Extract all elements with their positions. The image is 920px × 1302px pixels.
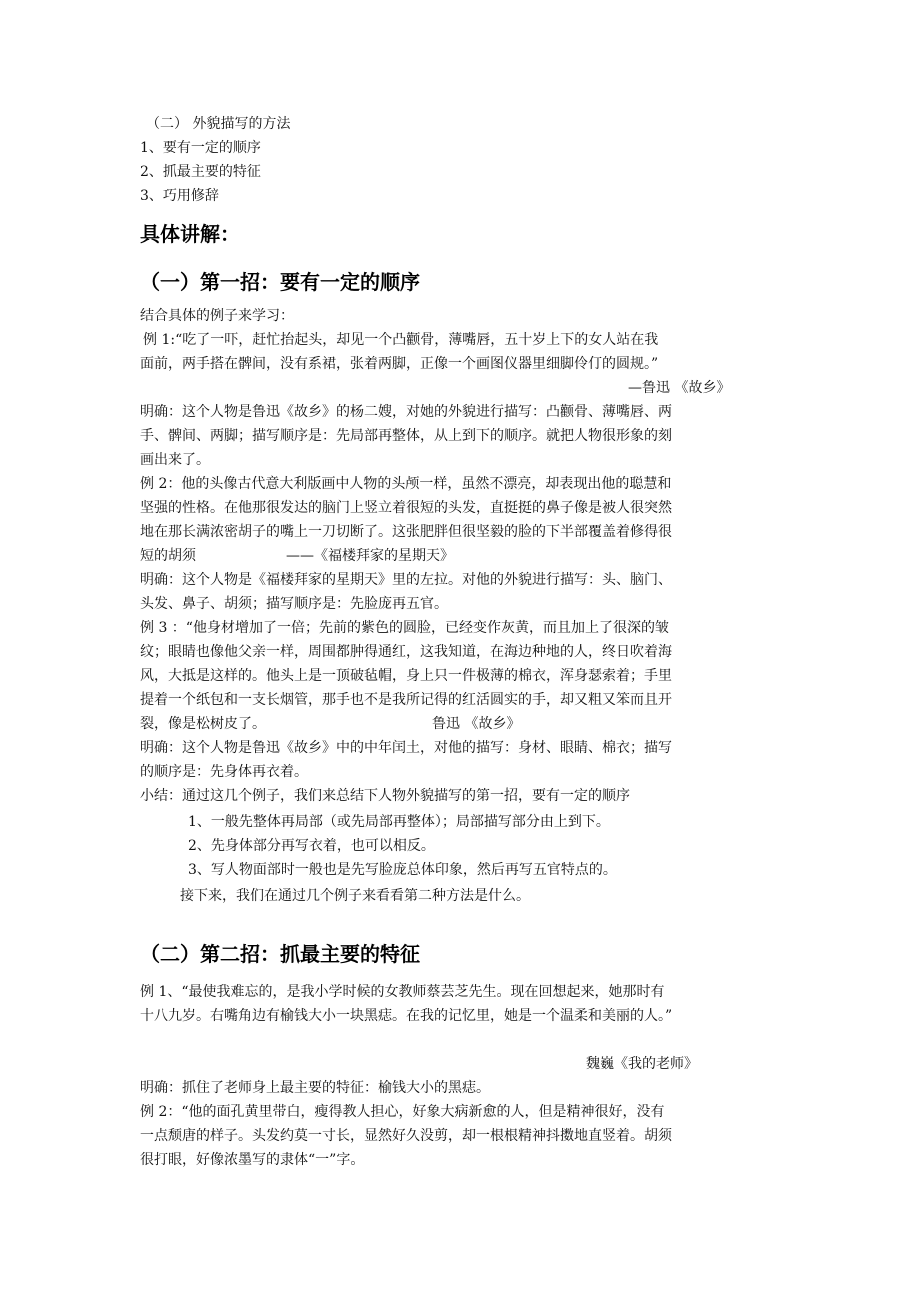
- section1-heading: （一）第一招：要有一定的顺序: [140, 270, 420, 294]
- outline-item: 2、抓最主要的特征: [140, 164, 261, 180]
- outline-title: （二） 外貌描写的方法: [146, 116, 291, 132]
- note-line: 明确：抓住了老师身上最主要的特征：榆钱大小的黑痣。: [140, 1080, 490, 1096]
- example-line: 例 2：他的头像古代意大利版画中人物的头颅一样，虽然不漂亮，却表现出他的聪慧和: [140, 476, 672, 492]
- example-line: 短的胡须: [140, 548, 196, 564]
- note-line: 画出来了。: [140, 452, 210, 468]
- example-line: 例 1:“吃了一吓，赶忙抬起头，却见一个凸颧骨，薄嘴唇，五十岁上下的女人站在我: [143, 332, 659, 348]
- example-line: 一点颓唐的样子。头发约莫一寸长，显然好久没剪，却一根根精神抖擞地直竖着。胡须: [140, 1128, 672, 1144]
- example-line: 很打眼，好像浓墨写的隶体“一”字。: [140, 1152, 365, 1168]
- example-line: 风，大抵是这样的。他头上是一顶破毡帽，身上只一件极薄的棉衣，浑身瑟索着；手里: [140, 668, 672, 684]
- example-line: 面前，两手搭在髀间，没有系裙，张着两脚，正像一个画图仪器里细脚伶仃的圆规。”: [140, 356, 659, 372]
- example-line: 十八九岁。右嘴角边有榆钱大小一块黑痣。在我的记忆里，她是一个温柔和美丽的人。”: [140, 1008, 673, 1024]
- note-line: 明确：这个人物是《福楼拜家的星期天》里的左拉。对他的外貌进行描写：头、脑门、: [140, 572, 672, 588]
- example-line: 例 2：“他的面孔黄里带白，瘦得教人担心，好象大病新愈的人，但是精神很好，没有: [140, 1104, 665, 1120]
- note-line: 头发、鼻子、胡须；描写顺序是：先脸庞再五官。: [140, 596, 448, 612]
- example-line: 地在那长满浓密胡子的嘴上一刀切断了。这张肥胖但很坚毅的脸的下半部覆盖着修得很: [140, 524, 672, 540]
- note-line: 明确：这个人物是鲁迅《故乡》中的中年闰土，对他的描写：身材、眼睛、棉衣；描写: [140, 740, 672, 756]
- note-line: 的顺序是：先身体再衣着。: [140, 764, 308, 780]
- outline-item: 3、巧用修辞: [140, 188, 219, 204]
- example-line: 裂，像是松树皮了。: [140, 716, 266, 732]
- example-source: —鲁迅 《故乡》: [628, 380, 731, 396]
- example-source: 鲁迅 《故乡》: [432, 716, 521, 732]
- summary-point: 3、写人物面部时一般也是先写脸庞总体印象，然后再写五官特点的。: [188, 862, 617, 878]
- note-line: 明确：这个人物是鲁迅《故乡》的杨二嫂，对她的外貌进行描写：凸颧骨、薄嘴唇、两: [140, 404, 672, 420]
- example-source: ——《福楼拜家的星期天》: [286, 548, 454, 564]
- summary-point: 1、一般先整体再局部（或先局部再整体）；局部描写部分由上到下。: [188, 814, 610, 830]
- note-line: 手、髀间、两脚；描写顺序是：先局部再整体，从上到下的顺序。就把人物很形象的刻: [140, 428, 672, 444]
- section1-intro: 结合具体的例子来学习：: [140, 308, 294, 324]
- example-line: 纹；眼睛也像他父亲一样，周围都肿得通红，这我知道，在海边种地的人，终日吹着海: [140, 644, 672, 660]
- example-line: 坚强的性格。在他那很发达的脑门上竖立着很短的头发，直挺挺的鼻子像是被人很突然: [140, 500, 672, 516]
- example-line: 提着一个纸包和一支长烟管，那手也不是我所记得的红活圆实的手，却又粗又笨而且开: [140, 692, 672, 708]
- transition-line: 接下来，我们在通过几个例子来看看第二种方法是什么。: [180, 888, 530, 904]
- explain-heading: 具体讲解：: [140, 222, 240, 246]
- summary-line: 小结：通过这几个例子，我们来总结下人物外貌描写的第一招，要有一定的顺序: [140, 788, 630, 804]
- example-source: 魏巍《我的老师》: [586, 1056, 698, 1072]
- example-line: 例 1、“最使我难忘的，是我小学时候的女教师蔡芸芝先生。现在回想起来，她那时有: [140, 984, 665, 1000]
- summary-point: 2、先身体部分再写衣着，也可以相反。: [188, 838, 435, 854]
- outline-item: 1、要有一定的顺序: [140, 140, 261, 156]
- section2-heading: （二）第二招：抓最主要的特征: [140, 942, 420, 966]
- example-line: 例 3 ：“他身材增加了一倍；先前的紫色的圆脸，已经变作灰黄，而且加上了很深的皱: [140, 620, 669, 636]
